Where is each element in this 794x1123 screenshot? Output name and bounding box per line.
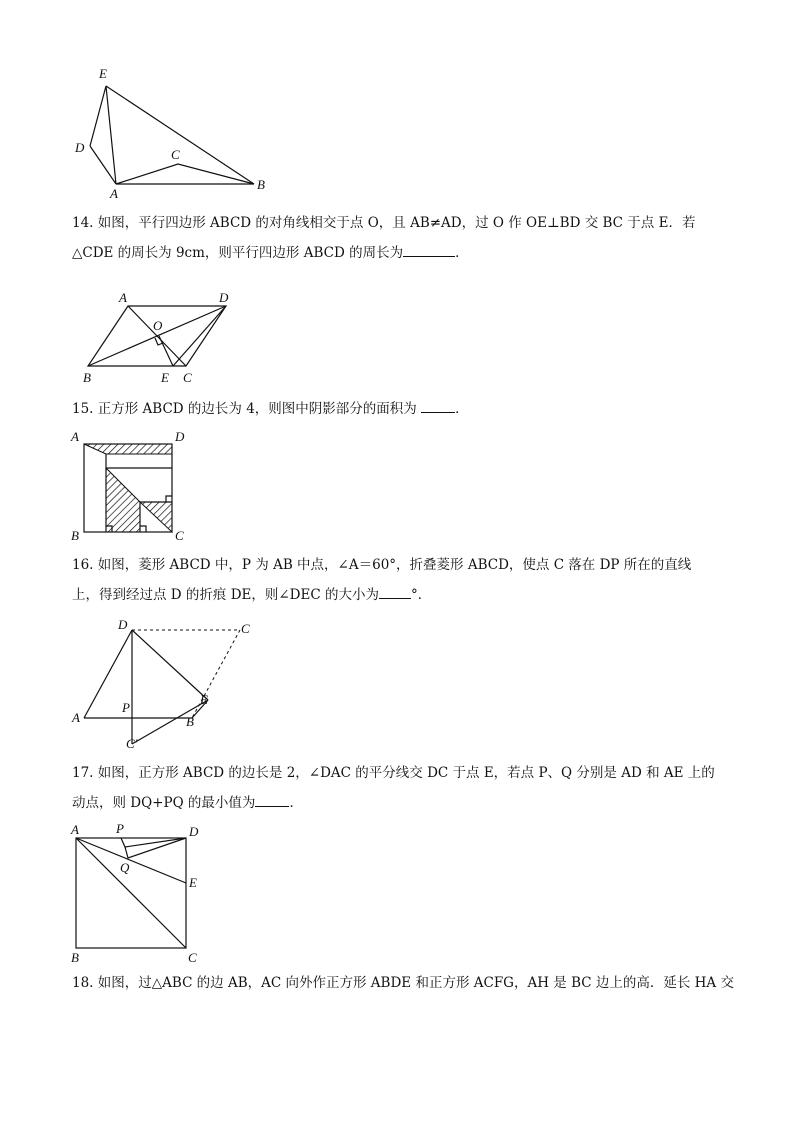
- figure-q16: [68, 616, 268, 756]
- q16-line1: 16. 如图，菱形 ABCD 中，P 为 AB 中点，∠A＝60°，折叠菱形 ABCD，使点 C 落在 DP 所在的直线: [72, 557, 692, 573]
- label-B: B: [257, 177, 265, 192]
- label-A: A: [71, 822, 79, 837]
- q14-line2: △CDE 的周长为 9cm，则平行四边形 ABCD 的周长为: [72, 245, 404, 261]
- figure-q17: [68, 820, 218, 965]
- label-Q: Q: [120, 860, 130, 875]
- label-A: A: [110, 186, 118, 201]
- label-B: B: [83, 370, 91, 385]
- label-E: E: [189, 875, 197, 890]
- label-P: P: [122, 700, 130, 715]
- question-15: [72, 394, 732, 424]
- label-B: B: [186, 714, 194, 729]
- label-C: C: [188, 950, 197, 965]
- square-shaded-diagram-q15: [68, 430, 198, 545]
- q18-line1: 18. 如图，过△ABC 的边 AB，AC 向外作正方形 ABDE 和正方形 ACFG，AH 是 BC 边上的高．延长 HA 交: [72, 975, 734, 991]
- label-D: D: [118, 617, 128, 632]
- label-D: D: [75, 140, 85, 155]
- label-B: B: [71, 950, 79, 965]
- q16-line2: 上，得到经过点 D 的折痕 DE，则∠DEC 的大小为: [72, 587, 379, 603]
- label-C: C: [241, 621, 250, 636]
- label-D: D: [189, 824, 199, 839]
- label-A: A: [72, 710, 80, 725]
- label-P: P: [116, 821, 124, 836]
- quadrilateral-diagram-q13: [70, 62, 280, 201]
- answer-blank-q16[interactable]: [379, 584, 411, 599]
- q14-period: ．: [455, 245, 469, 261]
- label-C-prime: C′: [126, 736, 138, 751]
- label-E: E: [161, 370, 169, 385]
- label-C: C: [171, 147, 180, 162]
- label-C: C: [175, 528, 184, 543]
- q17-period: ．: [289, 795, 303, 811]
- question-18: [72, 968, 732, 998]
- q17-line1: 17. 如图，正方形 ABCD 的边长是 2，∠DAC 的平分线交 DC 于点 E，若点 P、Q 分别是 AD 和 AE 上的: [72, 765, 715, 781]
- label-B: B: [71, 528, 79, 543]
- answer-blank-q14[interactable]: [403, 242, 455, 257]
- q16-period: °．: [411, 587, 432, 603]
- q15-line1: 15. 正方形 ABCD 的边长为 4，则图中阴影部分的面积为: [72, 401, 417, 417]
- label-A: A: [71, 429, 79, 444]
- q15-period: ．: [455, 401, 469, 417]
- label-E: E: [200, 692, 208, 707]
- label-D: D: [219, 290, 229, 305]
- q14-line1: 14. 如图，平行四边形 ABCD 的对角线相交于点 O，且 AB≠AD，过 O 作 OE⊥BD 交 BC 于点 E．若: [72, 215, 696, 231]
- square-bisector-diagram-q17: [68, 820, 218, 965]
- figure-q15: [68, 430, 198, 545]
- answer-blank-q17[interactable]: [255, 792, 289, 807]
- question-16: [72, 550, 732, 610]
- q17-line2: 动点，则 DQ+PQ 的最小值为: [72, 795, 256, 811]
- label-O: O: [153, 318, 163, 333]
- question-14: [72, 208, 732, 268]
- question-17: [72, 758, 732, 818]
- label-A: A: [119, 290, 127, 305]
- figure-q13: [70, 62, 280, 201]
- label-C: C: [183, 370, 192, 385]
- label-D: D: [175, 429, 185, 444]
- figure-q14: [78, 288, 258, 388]
- label-E: E: [99, 66, 107, 81]
- answer-blank-q15[interactable]: [421, 398, 455, 413]
- rhombus-fold-diagram-q16: [68, 616, 268, 756]
- parallelogram-diagram-q14: [78, 288, 258, 388]
